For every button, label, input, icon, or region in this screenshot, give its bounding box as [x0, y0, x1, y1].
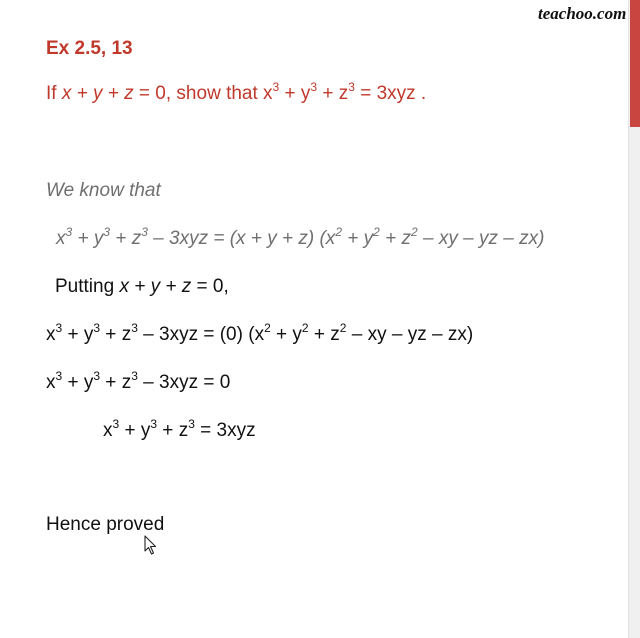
vertical-scrollbar[interactable]	[628, 0, 640, 638]
simplified-step: $x^3 + y^3 + z^3 - 3xyz = 0$	[46, 368, 231, 393]
substitution-step: $x^3 + y^3 + z^3 - 3xyz = (0) (x^2 + y^2 + z^2$ – xy – yz – zx)	[46, 320, 474, 345]
exercise-title: Ex 2.5, 13	[46, 38, 133, 59]
result-step: $x^3 + y^3 + z^3 = 3xyz$	[103, 416, 256, 441]
question-text: If x + y + z = 0, show that $x^3 + y^3 + z^3 = 3xyz$ .	[46, 79, 427, 104]
putting-step: Putting x + y + z = 0,	[55, 276, 229, 297]
mouse-pointer-icon	[144, 535, 158, 555]
scrollbar-thumb[interactable]	[630, 0, 640, 127]
hence-proved-text: Hence proved	[46, 514, 165, 535]
we-know-that-label: We know that	[46, 180, 161, 201]
identity-formula: $x^3 + y^3 + z^3 - 3xyz = (x + y + z) (x^2 + y^2 + z^2$ – xy – yz – zx)	[56, 224, 545, 249]
teachoo-logo[interactable]: teachoo.com	[538, 4, 627, 23]
